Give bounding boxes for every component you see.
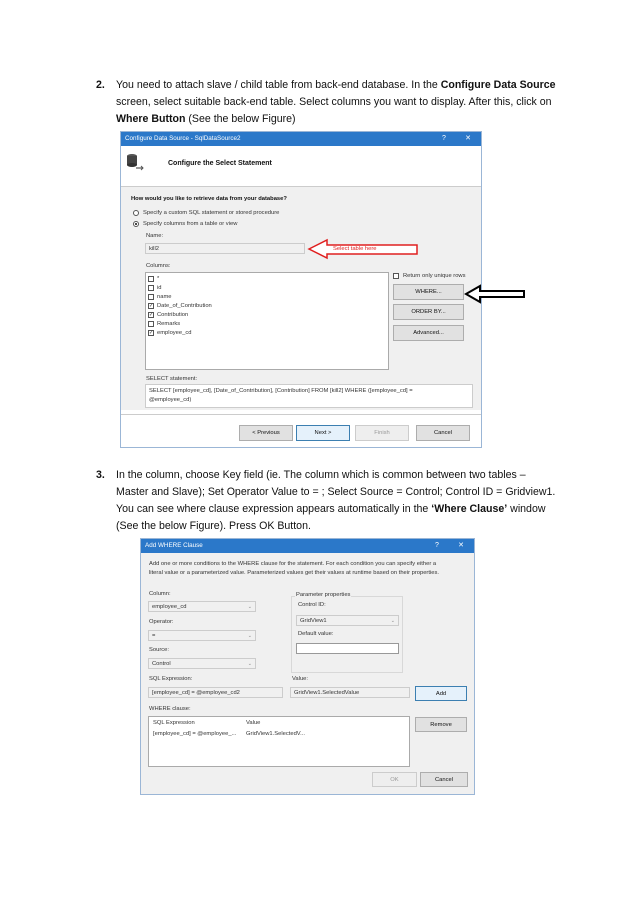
operator-value: = [152, 633, 156, 639]
next-button[interactable]: Next > [296, 425, 350, 441]
text-bold: Configure Data Source [440, 79, 556, 91]
ok-button[interactable]: OK [372, 772, 417, 787]
operator-label: Operator: [149, 619, 174, 625]
column-label: * [157, 276, 160, 282]
parameter-properties-label: Parameter properties [296, 592, 351, 598]
text-run: In the column, choose Key field (ie. The column which is common between two tables – [116, 469, 526, 481]
columns-listbox[interactable] [145, 272, 389, 370]
where-button[interactable]: WHERE... [393, 284, 464, 300]
dialog-heading: Configure the Select Statement [168, 160, 272, 167]
select-line-2: @employee_cd) [149, 397, 192, 403]
select-line-1: SELECT [employee_cd], [Date_of_Contribution], [Contribution] FROM [kill2] WHERE ([employee_cd] = [149, 388, 413, 394]
step-number: 3. [96, 469, 105, 481]
add-button[interactable]: Add [415, 686, 467, 701]
dialog-titlebar [121, 132, 481, 146]
text-bold: ‘Where Clause’ [431, 503, 508, 515]
text-run: screen, select suitable back-end table. Select columns you want to display. After this, click on [116, 96, 552, 108]
help-button[interactable]: ? [435, 542, 439, 549]
help-button[interactable]: ? [442, 135, 446, 142]
operator-dropdown[interactable] [148, 630, 256, 641]
database-icon [125, 152, 145, 172]
chevron-down-icon: ⌄ [247, 604, 252, 610]
text-run: (See the below Figure) [185, 113, 296, 125]
source-dropdown[interactable] [148, 658, 256, 669]
control-id-value: GridView1 [300, 618, 327, 624]
text-run: Master and Slave); Set Operator Value to = ; Select Source = Control; Control ID = Gridview1. [116, 486, 556, 498]
value-value: GridView1.SelectedValue [294, 690, 360, 696]
control-id-label: Control ID: [298, 602, 326, 608]
control-id-dropdown[interactable] [296, 615, 399, 626]
column-checkbox[interactable] [148, 285, 154, 291]
pointer-arrow [464, 284, 528, 304]
custom-sql-label: Specify a custom SQL statement or stored procedure [143, 210, 280, 216]
dialog-title: Add WHERE Clause [145, 542, 203, 549]
dialog-header [121, 146, 481, 186]
cancel-button[interactable]: Cancel [420, 772, 468, 787]
column-label: name [157, 294, 172, 300]
value-label: Value: [292, 676, 309, 682]
sql-expression-field[interactable] [148, 687, 283, 698]
where-clause-list[interactable] [148, 716, 410, 767]
divider [121, 414, 481, 415]
source-label: Source: [149, 647, 169, 653]
dialog-titlebar [141, 539, 474, 553]
where-clause-label: WHERE clause: [149, 706, 191, 712]
column-label: Date_of_Contribution [157, 303, 212, 309]
text-bold: Where Button [116, 113, 186, 125]
where-row-value[interactable]: GridView1.SelectedV... [246, 731, 305, 737]
default-value-label: Default value: [298, 631, 334, 637]
description-line-2: literal value or a parameterized value. Parameterized values get their values at runtime based on their properties. [149, 570, 439, 576]
default-value-input[interactable] [296, 643, 399, 654]
text-run: window [507, 503, 546, 515]
column-header-sql: SQL Expression [153, 720, 195, 726]
unique-rows-label: Return only unique rows [403, 273, 466, 279]
cancel-button[interactable]: Cancel [416, 425, 470, 441]
column-checkbox[interactable] [148, 294, 154, 300]
name-label: Name: [146, 233, 164, 239]
step-number: 2. [96, 79, 105, 91]
column-checkbox[interactable] [148, 321, 154, 327]
column-checkbox[interactable]: ✓ [149, 303, 154, 309]
column-label: employee_cd [157, 330, 192, 336]
remove-button[interactable]: Remove [415, 717, 467, 732]
source-value: Control [152, 661, 171, 667]
column-header-value: Value [246, 720, 261, 726]
step-text [116, 467, 566, 535]
column-label: Column: [149, 591, 171, 597]
configure-data-source-dialog [120, 131, 482, 448]
dialog-title: Configure Data Source - SqlDataSource2 [125, 135, 241, 142]
column-label: Remarks [157, 321, 181, 327]
order-by-button[interactable]: ORDER BY... [393, 304, 464, 320]
column-value: employee_cd [152, 604, 187, 610]
text-run: (See the below Figure). Press OK Button. [116, 520, 311, 532]
column-checkbox[interactable]: ✓ [149, 312, 154, 318]
question-label: How would you like to retrieve data from your database? [131, 196, 287, 202]
close-button[interactable]: ✕ [458, 542, 464, 549]
column-dropdown[interactable] [148, 601, 256, 612]
columns-radio-label: Specify columns from a table or view [143, 221, 238, 227]
text-run: You can see where clause expression appears automatically in the [116, 503, 432, 515]
chevron-down-icon: ⌄ [390, 618, 395, 624]
annotation-text: Select table here [333, 246, 377, 252]
column-checkbox[interactable]: ✓ [149, 330, 154, 336]
columns-radio[interactable] [133, 221, 139, 227]
value-field[interactable] [290, 687, 410, 698]
finish-button[interactable]: Finish [355, 425, 409, 441]
close-button[interactable]: ✕ [465, 135, 471, 142]
advanced-button[interactable]: Advanced... [393, 325, 464, 341]
select-statement-box[interactable] [145, 384, 473, 408]
sql-expression-value: [employee_cd] = @employee_cd2 [152, 690, 240, 696]
where-row-sql[interactable]: [employee_cd] = @employee_... [153, 731, 237, 737]
step-text [116, 77, 566, 128]
column-checkbox[interactable] [148, 276, 154, 282]
columns-label: Columns: [146, 263, 171, 269]
text-run: You need to attach slave / child table from back-end database. In the [116, 79, 441, 91]
chevron-down-icon: ⌄ [247, 661, 252, 667]
description-line-1: Add one or more conditions to the WHERE clause for the statement. For each condition you can specify either a [149, 561, 437, 567]
sql-expression-label: SQL Expression: [149, 676, 193, 682]
custom-sql-radio[interactable] [133, 210, 139, 216]
column-label: id [157, 285, 162, 291]
chevron-down-icon: ⌄ [247, 633, 252, 639]
table-name-dropdown[interactable] [145, 243, 305, 254]
unique-rows-checkbox[interactable] [393, 273, 399, 279]
add-where-clause-dialog [140, 538, 475, 795]
select-statement-label: SELECT statement: [146, 376, 198, 382]
previous-button[interactable]: < Previous [239, 425, 293, 441]
column-label: Contribution [157, 312, 189, 318]
table-name-value: kill2 [149, 246, 159, 252]
